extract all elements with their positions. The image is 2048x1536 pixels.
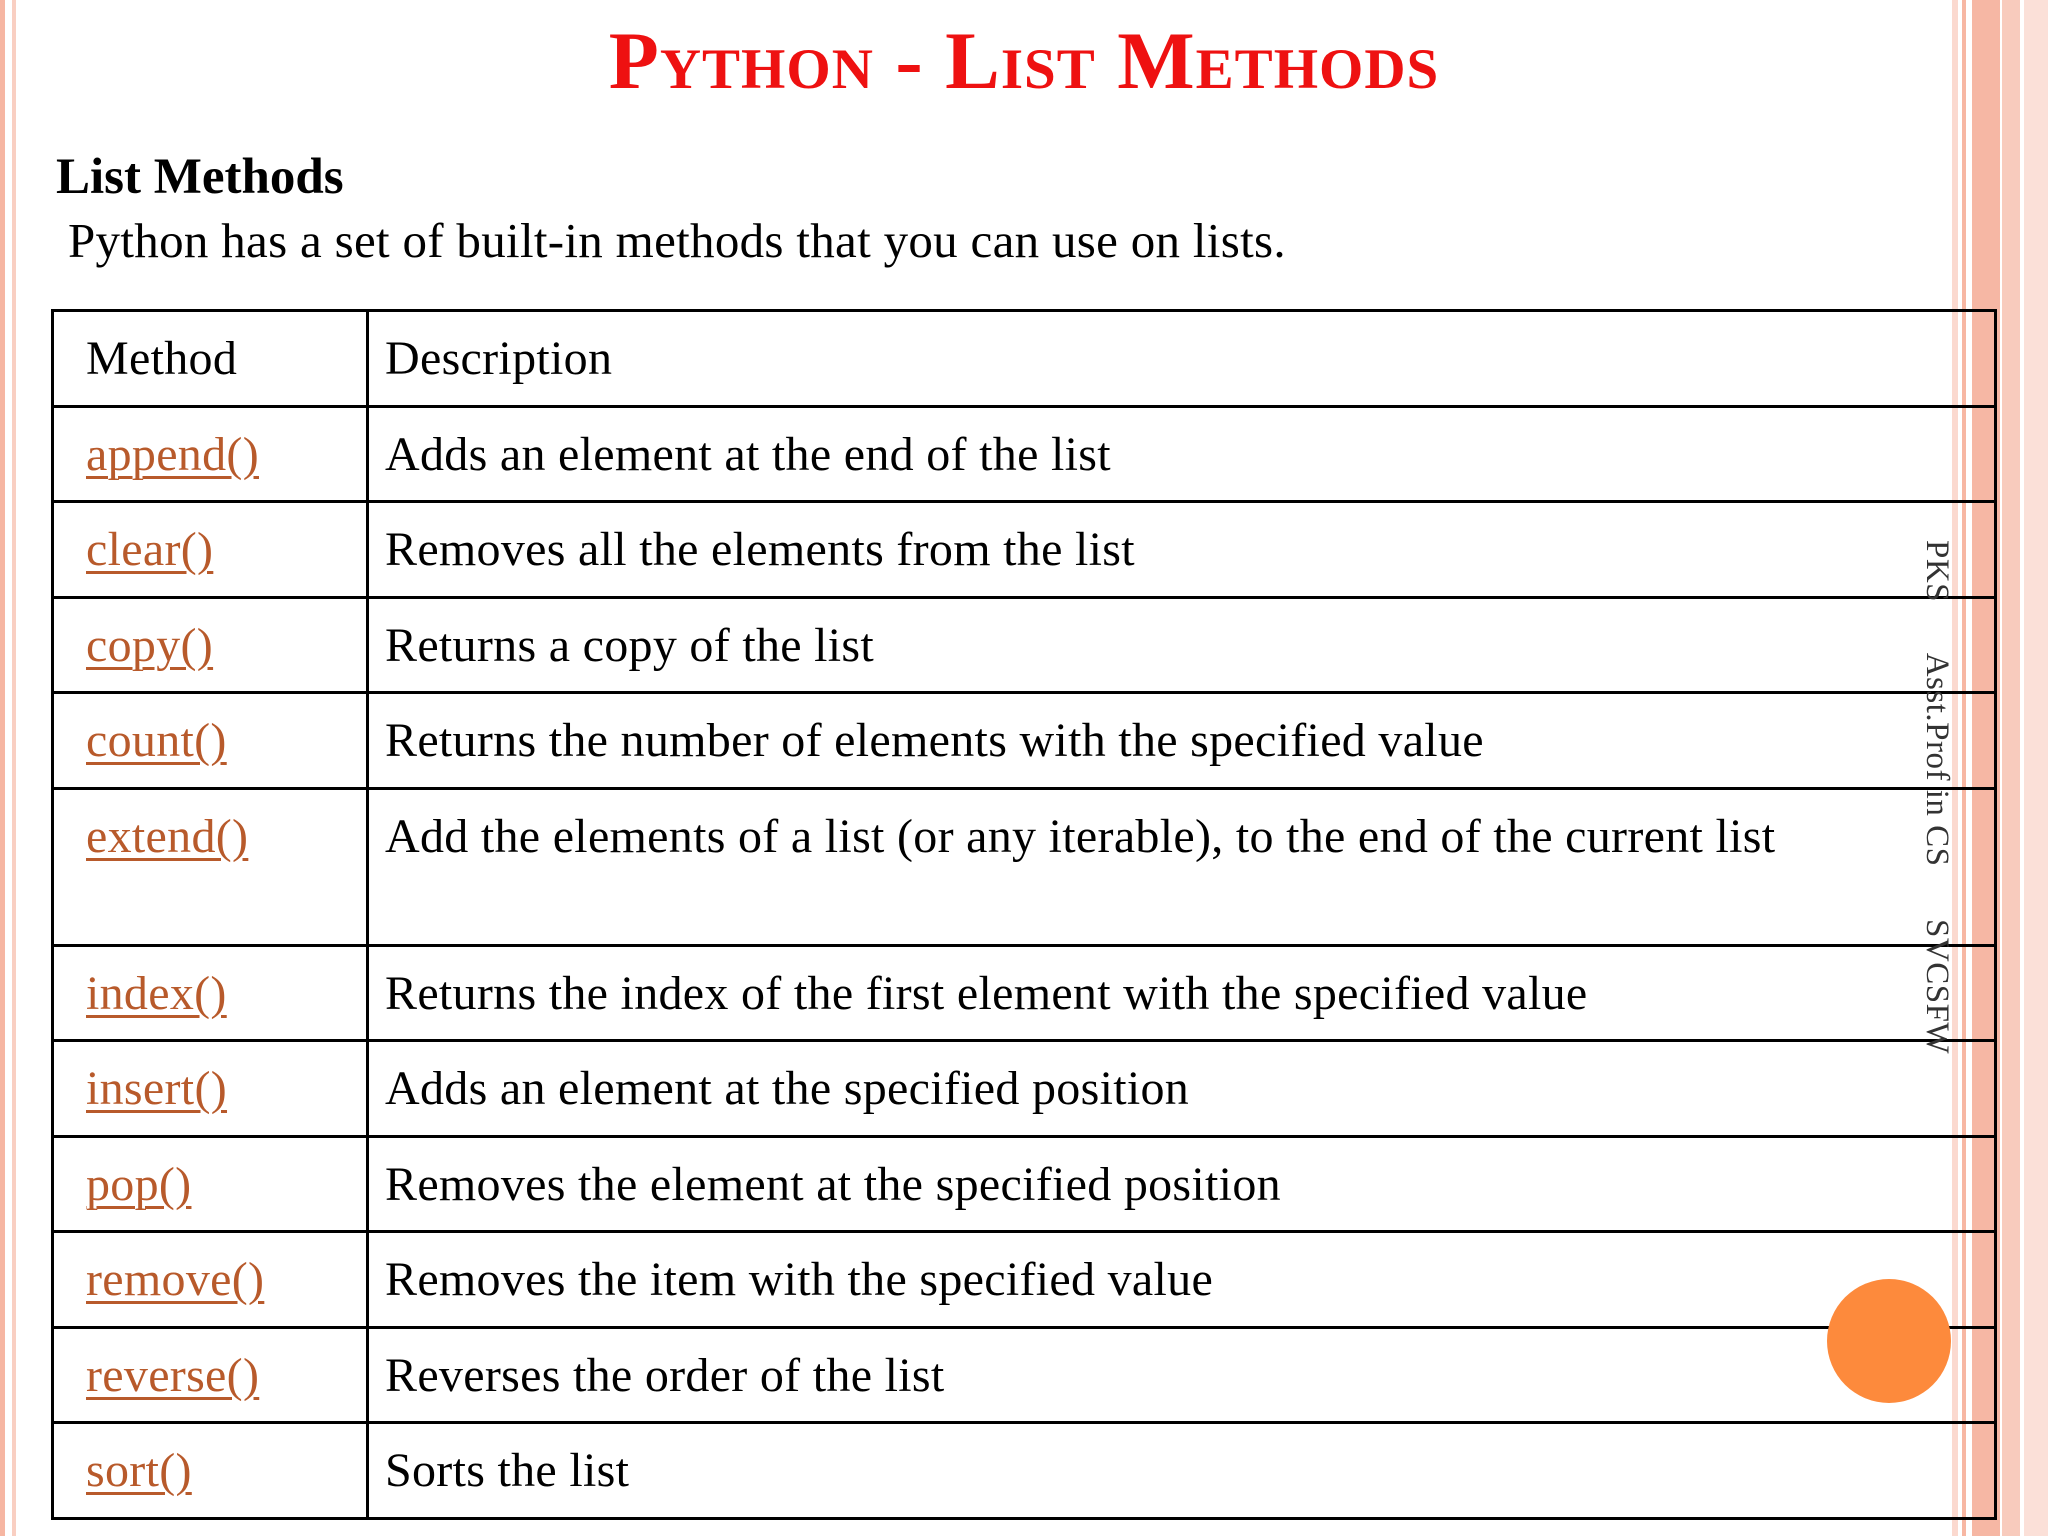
description-cell: Removes the item with the specified value <box>368 1232 1996 1328</box>
author-credit: PKS Asst.Prof in CS SVCSFW <box>1919 540 1955 1055</box>
table-row <box>53 406 1996 502</box>
method-link[interactable]: remove() <box>86 1253 265 1306</box>
description-cell: Reverses the order of the list <box>368 1327 1996 1423</box>
description-cell: Removes the element at the specified position <box>368 1136 1996 1232</box>
method-link[interactable]: extend() <box>86 809 249 863</box>
method-cell <box>53 597 368 693</box>
description-cell: Removes all the elements from the list <box>368 502 1996 598</box>
table-row <box>53 1423 1996 1519</box>
method-cell <box>53 945 368 1041</box>
method-cell <box>53 1041 368 1137</box>
intro-text: Python has a set of built-in methods that you can use on lists. <box>68 213 1286 268</box>
table-row <box>53 945 1996 1041</box>
table-row <box>53 1232 1996 1328</box>
header-description: Description <box>368 311 1996 407</box>
table-header-row <box>53 311 1996 407</box>
decorative-orange-circle <box>1827 1279 1951 1403</box>
header-method: Method <box>53 311 368 407</box>
list-methods-table <box>51 309 1997 1520</box>
method-cell <box>53 693 368 789</box>
method-cell <box>53 1327 368 1423</box>
description-cell: Sorts the list <box>368 1423 1996 1519</box>
left-border-stripe <box>0 0 5 1536</box>
left-border-stripe-inner <box>12 0 16 1536</box>
description-cell: Returns the index of the first element with the specified value <box>368 945 1996 1041</box>
method-link[interactable]: reverse() <box>86 1348 260 1402</box>
description-cell: Adds an element at the end of the list <box>368 406 1996 502</box>
right-border-stripe <box>2002 0 2020 1536</box>
method-link[interactable]: count() <box>86 714 227 767</box>
section-heading: List Methods <box>56 149 344 205</box>
table-row <box>53 597 1996 693</box>
method-cell <box>53 1136 368 1232</box>
table-row <box>53 1041 1996 1137</box>
method-link[interactable]: copy() <box>86 618 214 672</box>
method-cell <box>53 406 368 502</box>
right-border-stripe <box>2024 0 2048 1536</box>
method-cell <box>53 502 368 598</box>
method-cell <box>53 788 368 945</box>
method-link[interactable]: index() <box>86 966 227 1020</box>
table-row <box>53 1136 1996 1232</box>
description-cell: Returns the number of elements with the specified value <box>368 693 1996 789</box>
method-cell <box>53 1232 368 1328</box>
method-link[interactable]: pop() <box>86 1157 192 1211</box>
description-cell: Returns a copy of the list <box>368 597 1996 693</box>
table-row <box>53 788 1996 945</box>
table-row <box>53 1327 1996 1423</box>
method-link[interactable]: sort() <box>86 1444 192 1497</box>
method-link[interactable]: clear() <box>86 523 214 576</box>
table-row <box>53 693 1996 789</box>
slide-title: Python - List Methods <box>608 15 1440 106</box>
description-cell: Add the elements of a list (or any iterable), to the end of the current list <box>368 788 1996 945</box>
method-cell <box>53 1423 368 1519</box>
method-link[interactable]: append() <box>86 427 259 481</box>
method-link[interactable]: insert() <box>86 1062 228 1115</box>
description-cell: Adds an element at the specified position <box>368 1041 1996 1137</box>
table-row <box>53 502 1996 598</box>
